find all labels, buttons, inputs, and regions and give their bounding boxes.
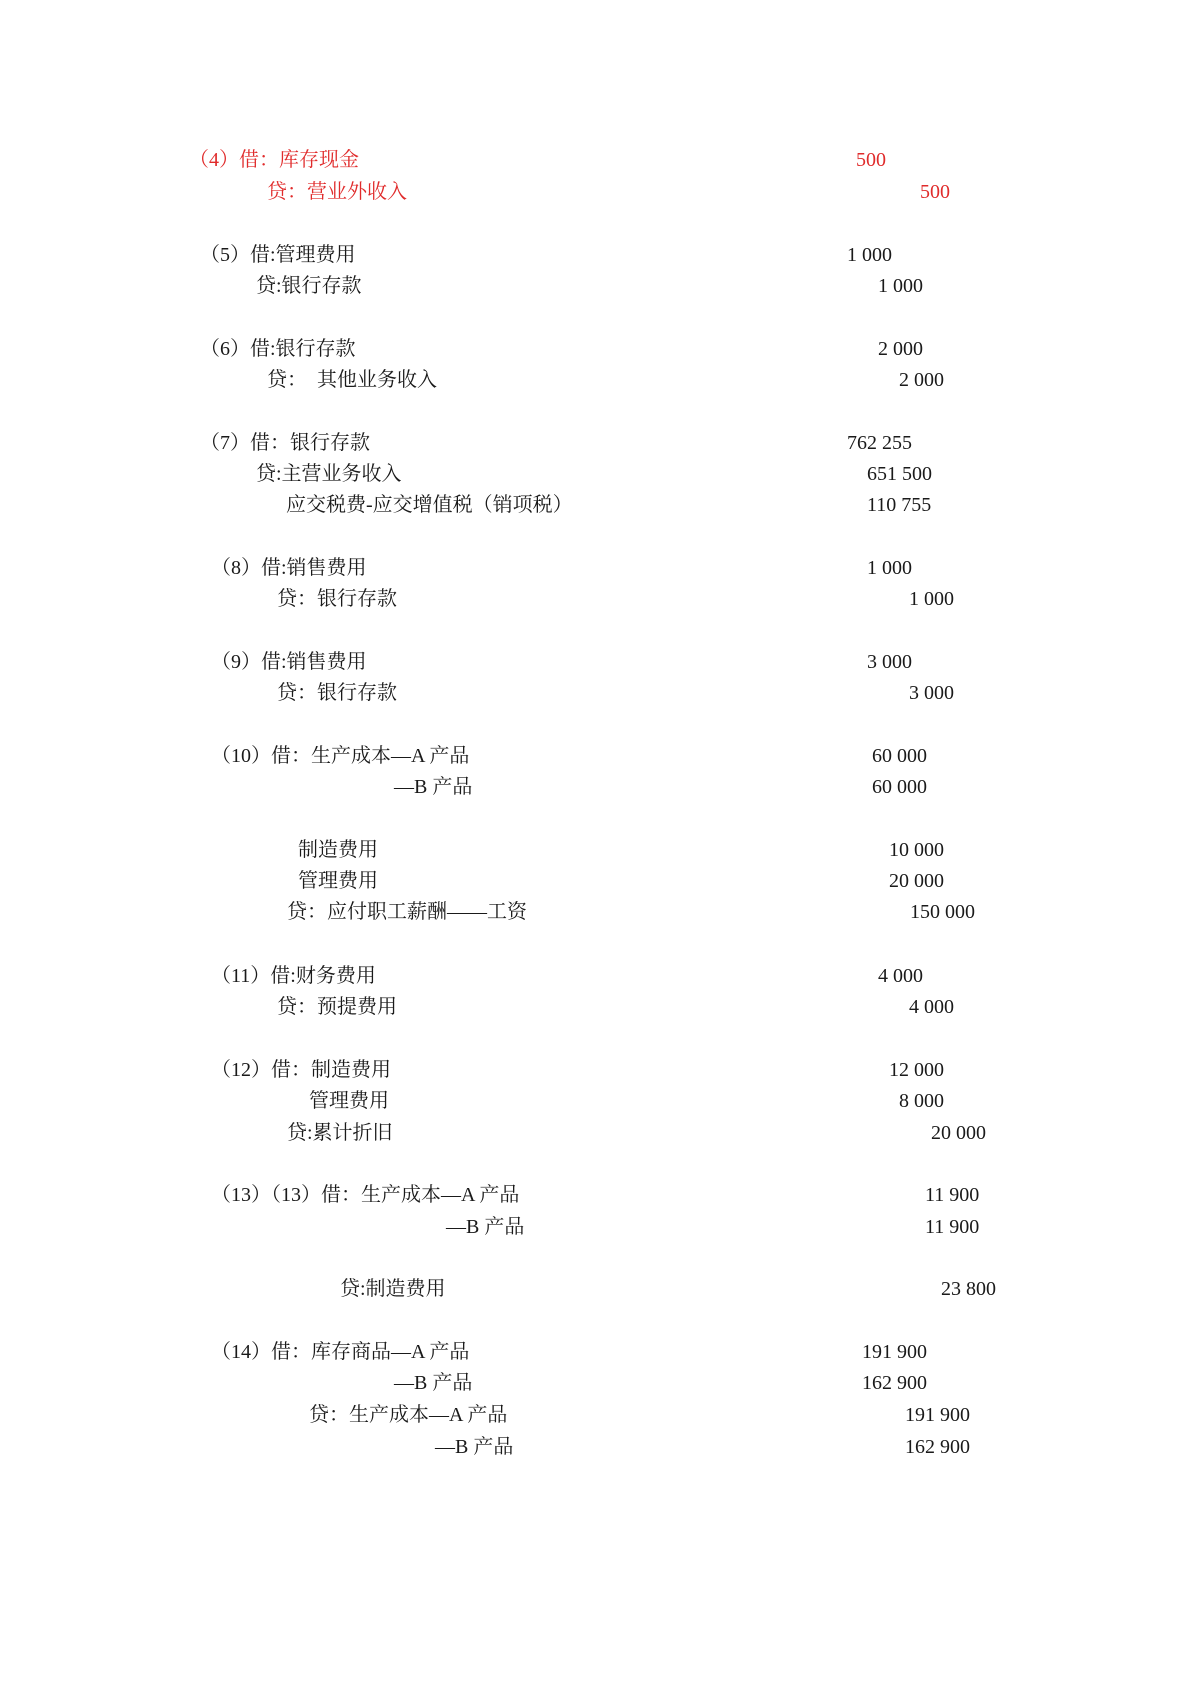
account-label: 应交税费-应交增值税（销项税） <box>286 494 573 516</box>
debit-line <box>0 431 1191 455</box>
account-label: 管理费用 <box>298 870 378 892</box>
account-label: 管理费用 <box>309 1090 389 1112</box>
debit-line <box>0 964 1191 988</box>
account-label: 贷:银行存款 <box>256 275 362 297</box>
amount: 23 800 <box>941 1278 996 1300</box>
account-label: 贷:制造费用 <box>340 1278 446 1300</box>
amount: 191 900 <box>862 1341 927 1363</box>
amount: 20 000 <box>931 1122 986 1144</box>
debit-line <box>0 243 1191 267</box>
amount: 3 000 <box>909 682 954 704</box>
account-label: （11）借:财务费用 <box>211 965 376 987</box>
account-label: （10）借：生产成本—A 产品 <box>211 745 470 767</box>
debit-line <box>0 1340 1191 1364</box>
amount: 500 <box>920 181 950 203</box>
account-label: —B 产品 <box>394 1372 473 1394</box>
account-label: （8）借:销售费用 <box>211 557 367 579</box>
credit-line <box>0 1121 1191 1145</box>
amount: 2 000 <box>878 338 923 360</box>
amount: 110 755 <box>867 494 932 516</box>
debit-line <box>0 838 1191 862</box>
credit-line <box>0 1277 1191 1301</box>
account-label: 贷:累计折旧 <box>287 1122 393 1144</box>
amount: 60 000 <box>872 745 927 767</box>
amount: 4 000 <box>909 996 954 1018</box>
amount: 1 000 <box>847 244 892 266</box>
credit-line <box>0 368 1191 392</box>
debit-line <box>0 1058 1191 1082</box>
account-label: 贷： 其他业务收入 <box>267 369 437 391</box>
debit-line <box>0 337 1191 361</box>
account-label: （14）借：库存商品—A 产品 <box>211 1341 470 1363</box>
credit-line <box>0 900 1191 924</box>
credit-line <box>0 587 1191 611</box>
amount: 651 500 <box>867 463 932 485</box>
account-label: 贷：营业外收入 <box>267 181 407 203</box>
account-label: （4）借：库存现金 <box>189 149 359 171</box>
amount: 1 000 <box>878 275 923 297</box>
account-label: 贷：预提费用 <box>277 996 397 1018</box>
credit-line <box>0 180 1191 204</box>
debit-line <box>0 775 1191 799</box>
debit-line <box>0 1215 1191 1239</box>
amount: 60 000 <box>872 776 927 798</box>
amount: 8 000 <box>899 1090 944 1112</box>
credit-line <box>0 681 1191 705</box>
account-label: 贷:主营业务收入 <box>256 463 402 485</box>
account-label: （7）借：银行存款 <box>200 432 370 454</box>
amount: 162 900 <box>862 1372 927 1394</box>
account-label: 贷：应付职工薪酬——工资 <box>287 901 527 923</box>
account-label: 贷：生产成本—A 产品 <box>309 1404 508 1426</box>
account-label: （6）借:银行存款 <box>200 338 356 360</box>
debit-line <box>0 869 1191 893</box>
amount: 2 000 <box>899 369 944 391</box>
debit-line <box>0 148 1191 172</box>
amount: 20 000 <box>889 870 944 892</box>
amount: 1 000 <box>909 588 954 610</box>
amount: 762 255 <box>847 432 912 454</box>
debit-line <box>0 556 1191 580</box>
account-label: 贷：银行存款 <box>277 588 397 610</box>
amount: 150 000 <box>910 901 975 923</box>
debit-line <box>0 1183 1191 1207</box>
debit-line <box>0 1089 1191 1113</box>
account-label: （5）借:管理费用 <box>200 244 356 266</box>
account-label: —B 产品 <box>394 776 473 798</box>
amount: 11 900 <box>925 1216 980 1238</box>
amount: 10 000 <box>889 839 944 861</box>
account-label: —B 产品 <box>435 1436 514 1458</box>
debit-line <box>0 650 1191 674</box>
account-label: （12）借：制造费用 <box>211 1059 391 1081</box>
amount: 4 000 <box>878 965 923 987</box>
account-label: —B 产品 <box>446 1216 525 1238</box>
amount: 3 000 <box>867 651 912 673</box>
account-label: 贷：银行存款 <box>277 682 397 704</box>
amount: 191 900 <box>905 1404 970 1426</box>
amount: 1 000 <box>867 557 912 579</box>
amount: 500 <box>856 149 886 171</box>
account-label: （13）（13）借：生产成本—A 产品 <box>211 1184 520 1206</box>
account-label: （9）借:销售费用 <box>211 651 367 673</box>
debit-line <box>0 744 1191 768</box>
credit-line <box>0 274 1191 298</box>
amount: 11 900 <box>925 1184 980 1206</box>
credit-line <box>0 995 1191 1019</box>
account-label: 制造费用 <box>298 839 378 861</box>
credit-line <box>0 1435 1191 1459</box>
credit-line <box>0 462 1191 486</box>
debit-line <box>0 1371 1191 1395</box>
credit-line <box>0 493 1191 517</box>
credit-line <box>0 1403 1191 1427</box>
amount: 12 000 <box>889 1059 944 1081</box>
amount: 162 900 <box>905 1436 970 1458</box>
